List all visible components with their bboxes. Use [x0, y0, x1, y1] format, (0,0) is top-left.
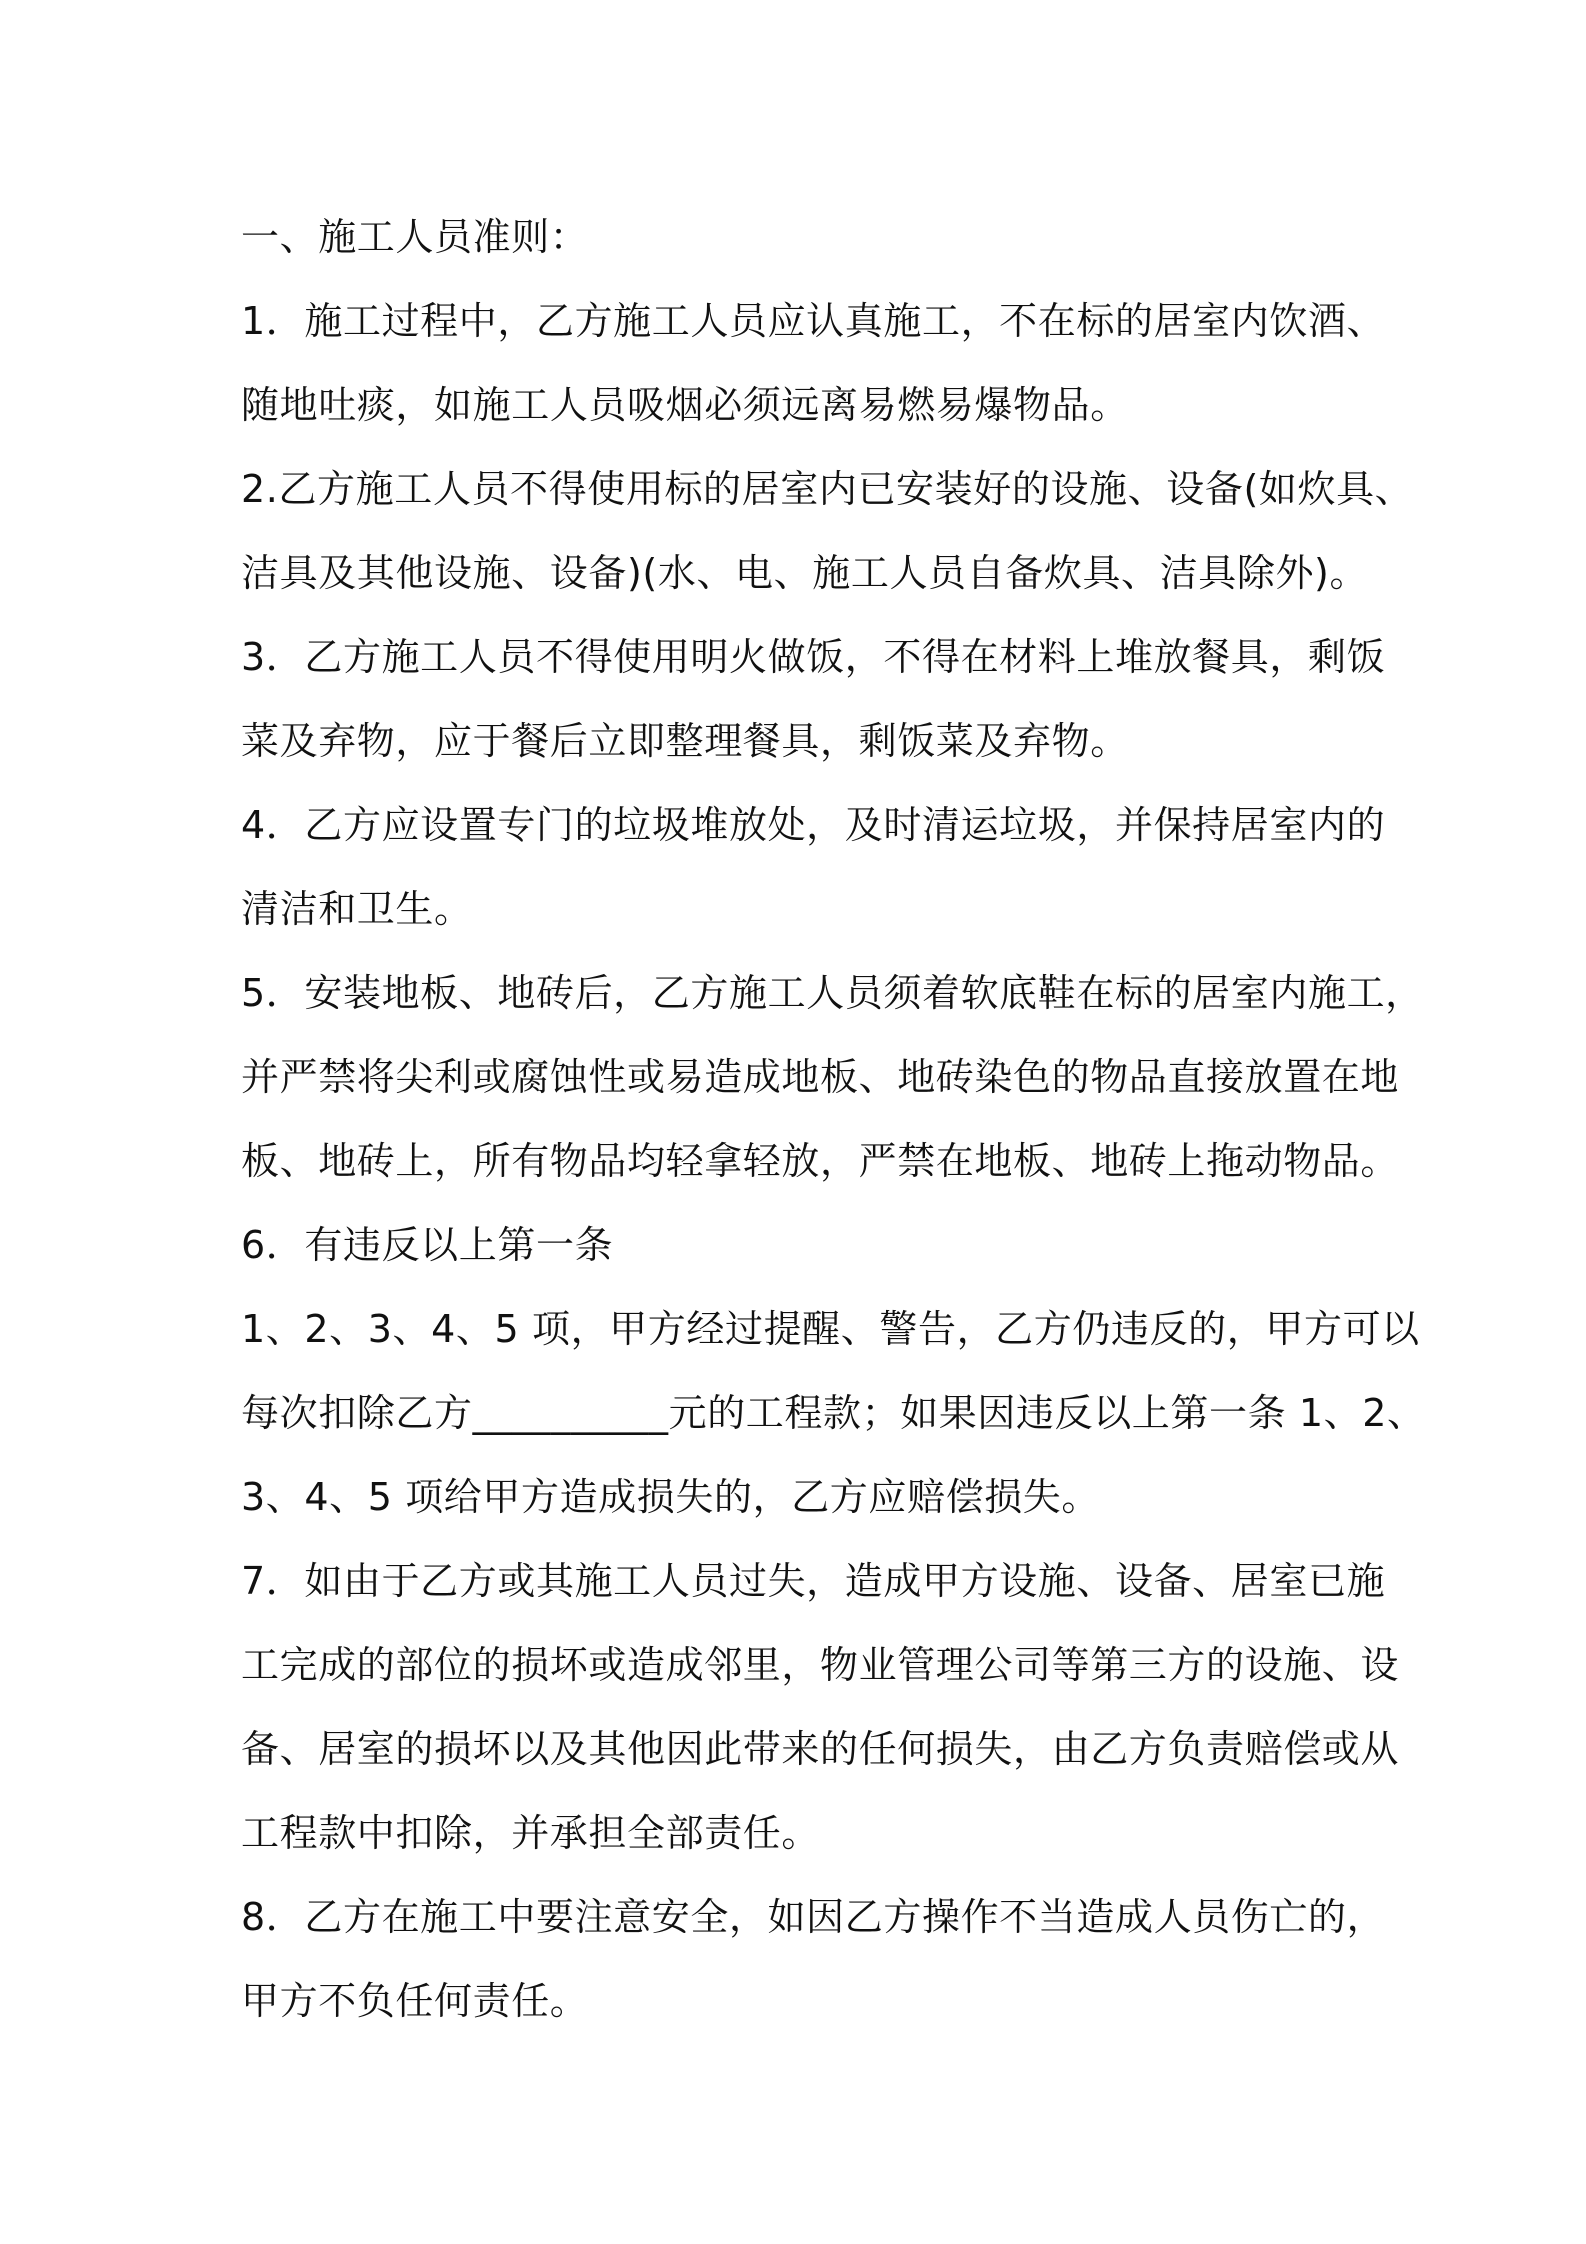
- clause-6-line-4: 3、4、5 项给甲方造成损失的，乙方应赔偿损失。: [241, 1475, 1101, 1519]
- clause-6-line-3: 每次扣除乙方__________元的工程款；如果因违反以上第一条 1、2、: [241, 1391, 1426, 1435]
- clause-7-line-4: 工程款中扣除，并承担全部责任。: [241, 1811, 821, 1855]
- clause-8-line-1: 8．乙方在施工中要注意安全，如因乙方操作不当造成人员伤亡的，: [241, 1895, 1386, 1939]
- clause-5-line-1: 5．安装地板、地砖后，乙方施工人员须着软底鞋在标的居室内施工，: [241, 971, 1424, 1015]
- section-title: 一、施工人员准则：: [241, 215, 589, 259]
- clause-6-line-1: 6．有违反以上第一条: [241, 1223, 614, 1267]
- clause-2-line-1: 2.乙方施工人员不得使用标的居室内已安装好的设施、设备(如炊具、: [241, 467, 1414, 511]
- clause-8-line-2: 甲方不负任何责任。: [241, 1979, 589, 2023]
- clause-4-line-1: 4．乙方应设置专门的垃圾堆放处，及时清运垃圾，并保持居室内的: [241, 803, 1386, 847]
- clause-3-line-2: 菜及弃物，应于餐后立即整理餐具，剩饭菜及弃物。: [241, 719, 1129, 763]
- clause-7-line-1: 7．如由于乙方或其施工人员过失，造成甲方设施、设备、居室已施: [241, 1559, 1386, 1603]
- clause-5-line-2: 并严禁将尖利或腐蚀性或易造成地板、地砖染色的物品直接放置在地: [241, 1055, 1400, 1099]
- clause-7-line-2: 工完成的部位的损坏或造成邻里，物业管理公司等第三方的设施、设: [241, 1643, 1400, 1687]
- clause-4-line-2: 清洁和卫生。: [241, 887, 473, 931]
- document-body: [241, 195, 1426, 2043]
- clause-6-line-2: 1、2、3、4、5 项，甲方经过提醒、警告，乙方仍违反的，甲方可以: [241, 1307, 1420, 1351]
- clause-1-line-1: 1．施工过程中，乙方施工人员应认真施工，不在标的居室内饮酒、: [241, 299, 1386, 343]
- clause-1-line-2: 随地吐痰，如施工人员吸烟必须远离易燃易爆物品。: [241, 383, 1129, 427]
- clause-5-line-3: 板、地砖上，所有物品均轻拿轻放，严禁在地板、地砖上拖动物品。: [241, 1139, 1400, 1183]
- clause-7-line-3: 备、居室的损坏以及其他因此带来的任何损失，由乙方负责赔偿或从: [241, 1727, 1400, 1771]
- clause-2-line-2: 洁具及其他设施、设备)(水、电、施工人员自备炊具、洁具除外)。: [241, 551, 1369, 595]
- clause-3-line-1: 3．乙方施工人员不得使用明火做饭，不得在材料上堆放餐具，剩饭: [241, 635, 1386, 679]
